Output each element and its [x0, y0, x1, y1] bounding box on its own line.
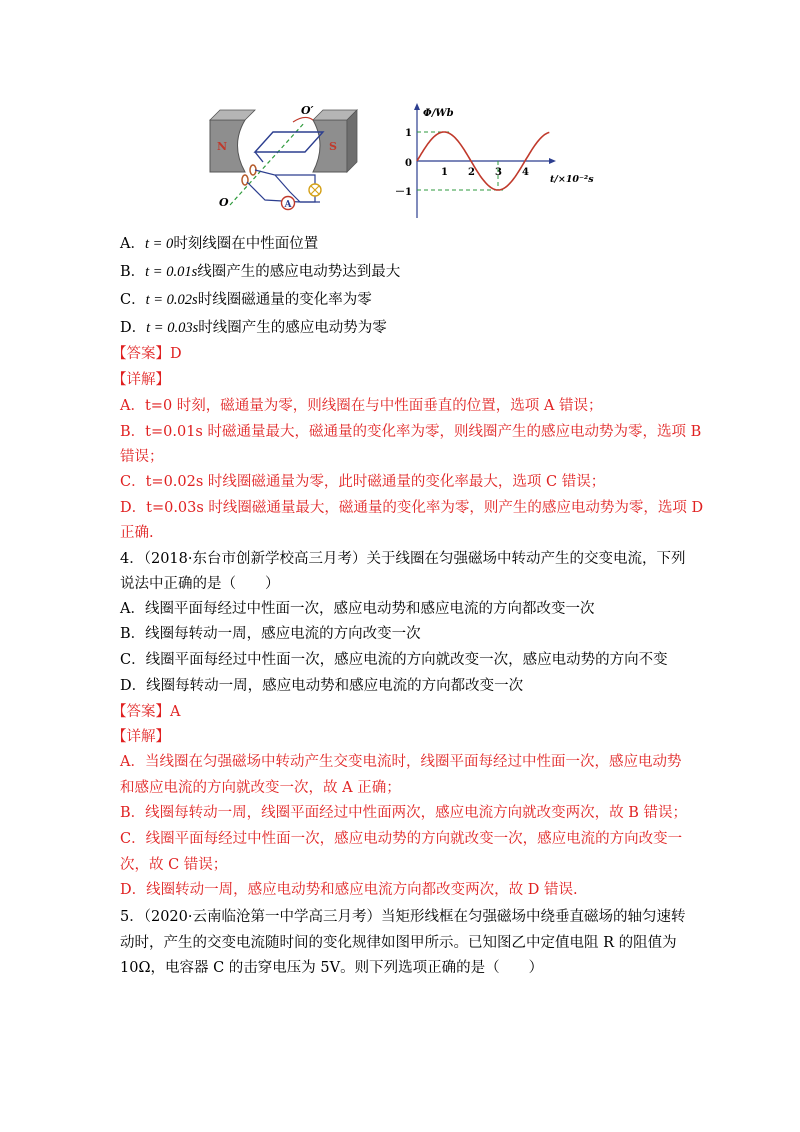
q4-detail-label: 【详解】	[112, 729, 170, 745]
y-tick-neg: －1	[395, 187, 412, 198]
x-tick-label: 4	[522, 167, 529, 178]
magnet-n	[210, 120, 245, 172]
q4-exp-line: 和感应电流的方向就改变一次，故 A 正确；	[120, 780, 401, 796]
q5-stem: 10Ω，电容器 C 的击穿电压为 5V。则下列选项正确的是（ ）	[120, 960, 544, 976]
q4-stem: 说法中正确的是（ ）	[120, 576, 280, 592]
rotation-arrow	[293, 117, 313, 122]
x-tick-label: 1	[441, 167, 448, 178]
q3-exp-line: B．t=0.01s 时磁通量最大，磁通量的变化率为零，则线圈产生的感应电动势为零，选项 B	[120, 424, 702, 440]
question-figures	[205, 100, 605, 220]
q4-exp-line: A．当线圈在匀强磁场中转动产生交变电流时，线圈平面每经过中性面一次，感应电动势	[120, 754, 682, 770]
q5-stem: 动时，产生的交变电流随时间的变化规律如图甲所示。已知图乙中定值电阻 R 的阻值为	[120, 935, 677, 951]
y-tick-pos: 1	[405, 128, 412, 139]
q4-option-a: A．线圈平面每经过中性面一次，感应电动势和感应电流的方向都改变一次	[120, 601, 595, 617]
magnet-n-label: N	[217, 140, 228, 153]
q3-exp-line: D．t=0.03s 时线圈磁通量最大，磁通量的变化率为零，则产生的感应电动势为零，选项 D	[120, 500, 704, 516]
q4-exp-line: C．线圈平面每经过中性面一次，感应电动势的方向就改变一次，感应电流的方向改变一	[120, 831, 683, 847]
q3-option-c: C．t = 0.02s时线圈磁通量的变化率为零	[120, 292, 372, 308]
q3-option-a: A．t = 0时刻线圈在中性面位置	[120, 236, 319, 252]
axis-bottom-label: O	[219, 196, 229, 209]
ammeter-label: A	[284, 200, 292, 210]
q3-exp-line: C．t=0.02s 时线圈磁通量为零，此时磁通量的变化率最大，选项 C 错误；	[120, 474, 606, 490]
coil	[255, 132, 323, 152]
q4-answer: 【答案】A	[112, 704, 181, 720]
axis-top-label: O′	[301, 104, 314, 117]
q3-exp-line: 错误；	[120, 449, 164, 465]
q3-exp-line: 正确.	[120, 525, 154, 541]
q4-option-d: D．线圈每转动一周，感应电动势和感应电流的方向都改变一次	[120, 678, 524, 694]
q4-stem: 4．（2018·东台市创新学校高三月考）关于线圈在匀强磁场中转动产生的交变电流，下列	[120, 551, 686, 567]
graph-xlabel: t/×10⁻²s	[550, 174, 594, 185]
flux-graph	[395, 103, 594, 218]
q4-option-c: C．线圈平面每经过中性面一次，感应电流的方向就改变一次，感应电动势的方向不变	[120, 652, 668, 668]
x-tick-label: 2	[468, 167, 475, 178]
generator-diagram	[210, 104, 357, 210]
x-tick-label: 3	[495, 167, 502, 178]
q3-answer: 【答案】D	[112, 346, 182, 362]
y-tick-zero: 0	[405, 158, 412, 169]
q4-option-b: B．线圈每转动一周，感应电流的方向改变一次	[120, 626, 421, 642]
q3-detail-label: 【详解】	[112, 372, 170, 388]
q4-exp-line: 次，故 C 错误；	[120, 857, 228, 873]
graph-ylabel: Φ/Wb	[423, 108, 454, 119]
q5-stem: 5．（2020·云南临沧第一中学高三月考）当矩形线框在匀强磁场中绕垂直磁场的轴匀速转	[120, 909, 686, 925]
q4-exp-line: D．线圈转动一周，感应电动势和感应电流方向都改变两次，故 D 错误.	[120, 882, 578, 898]
q3-option-d: D．t = 0.03s时线圈产生的感应电动势为零	[120, 320, 387, 336]
q3-exp-line: A．t=0 时刻，磁通量为零，则线圈在与中性面垂直的位置，选项 A 错误；	[120, 398, 603, 414]
magnet-s-label: S	[329, 140, 337, 153]
q3-option-b: B．t = 0.01s线圈产生的感应电动势达到最大	[120, 264, 401, 280]
q4-exp-line: B．线圈每转动一周，线圈平面经过中性面两次，感应电流方向就改变两次，故 B 错误；	[120, 805, 688, 821]
